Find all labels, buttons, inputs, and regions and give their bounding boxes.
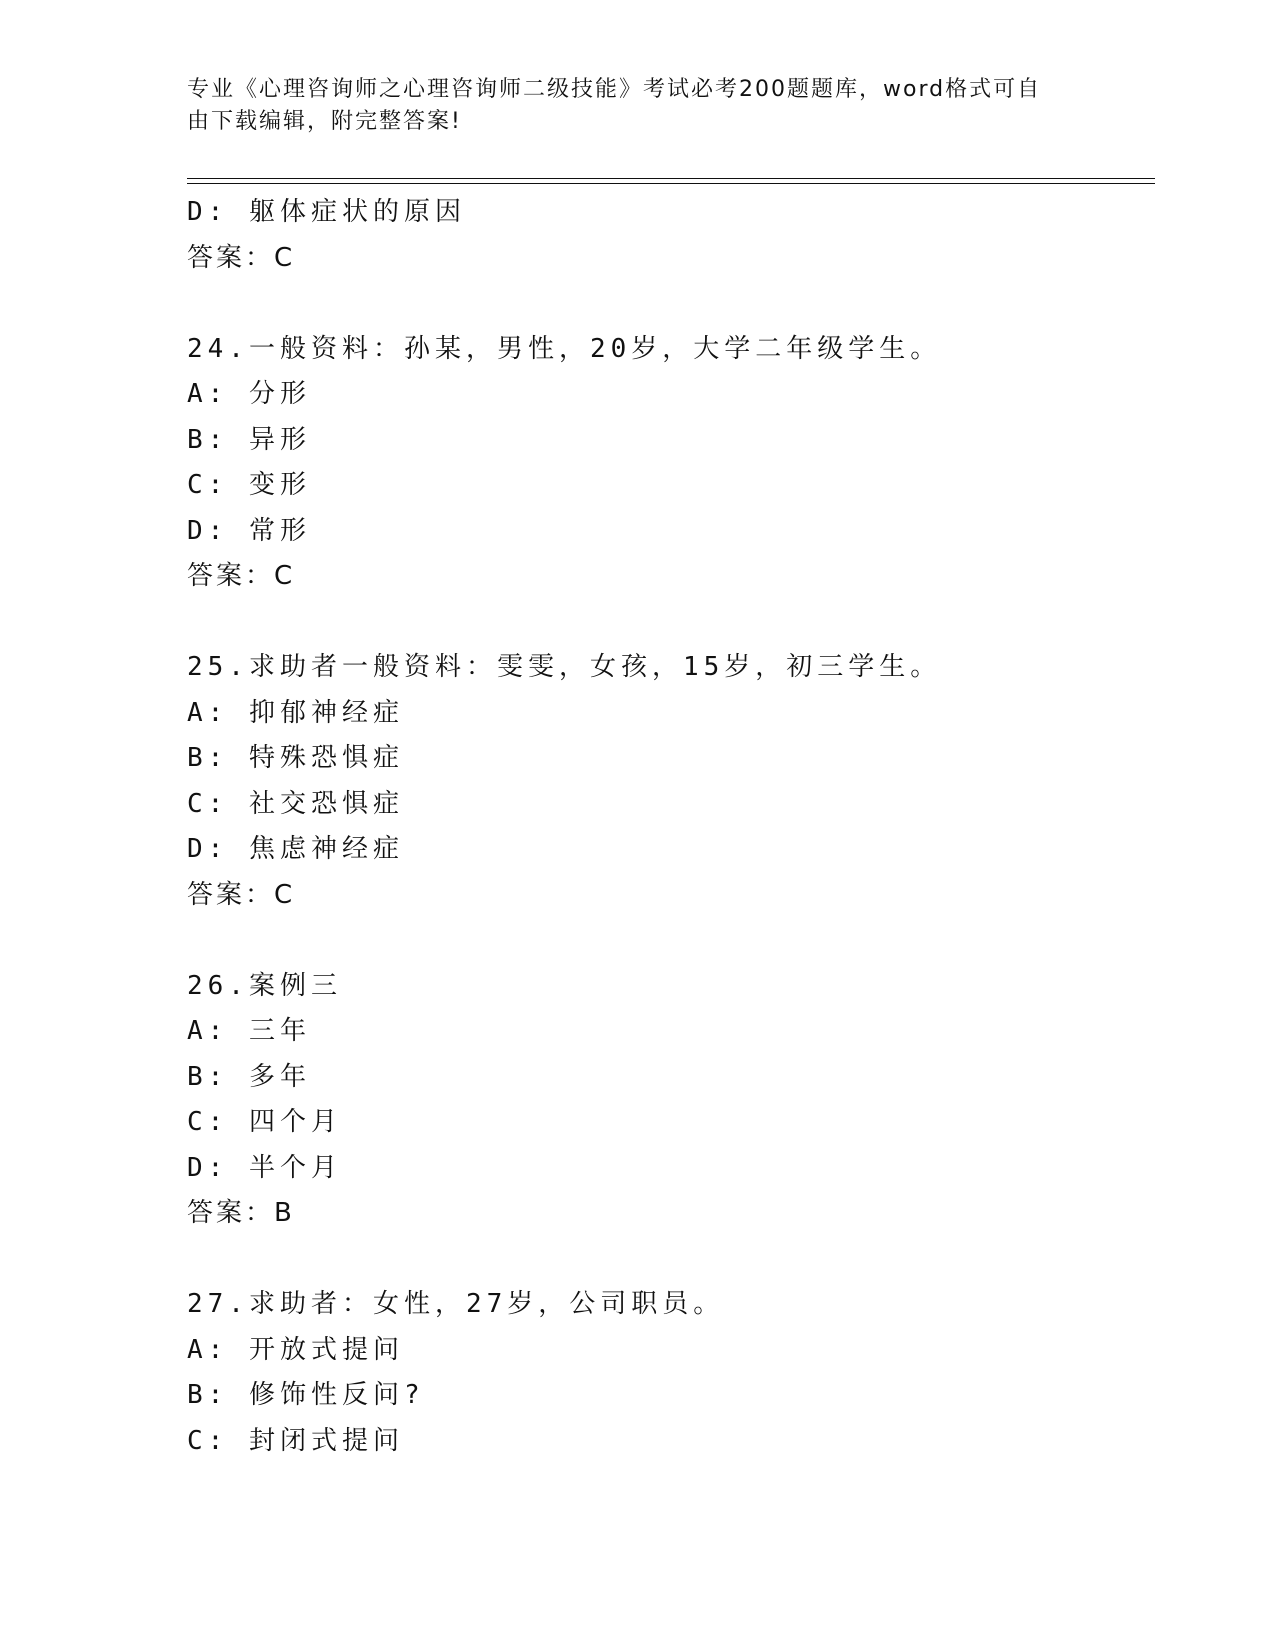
answer-line: 答案：C [187, 879, 296, 910]
document-header [187, 74, 1067, 138]
spacer [187, 918, 1147, 964]
option-b: B: 特殊恐惧症 [187, 743, 404, 773]
spacer [187, 281, 1147, 327]
question-title: 25.求助者一般资料：雯雯，女孩，15岁，初三学生。 [187, 652, 942, 682]
header-line-1: 专业《心理咨询师之心理咨询师二级技能》考试必考200题题库，word格式可自 [187, 77, 1042, 102]
question-list [187, 190, 1147, 1464]
option-c: C: 变形 [187, 470, 311, 500]
option-b: B: 多年 [187, 1061, 311, 1092]
option-d: D: 半个月 [187, 1152, 342, 1183]
option-c: C: 四个月 [187, 1107, 342, 1137]
question-title: 24.一般资料：孙某，男性，20岁，大学二年级学生。 [187, 333, 942, 364]
header-line-2: 由下载编辑，附完整答案! [187, 109, 462, 134]
header-divider-bottom [187, 183, 1155, 184]
option-a: A: 分形 [187, 379, 311, 409]
option-b: B: 异形 [187, 424, 311, 455]
option-a: A: 三年 [187, 1016, 311, 1046]
answer-line: 答案：C [187, 561, 296, 591]
option-d: D: 焦虑神经症 [187, 834, 404, 864]
header-divider-top [187, 178, 1155, 179]
option-b: B: 修饰性反问? [187, 1380, 425, 1410]
answer-line: 答案：C [187, 242, 296, 273]
option-c: C: 社交恐惧症 [187, 788, 404, 819]
option-a: A: 开放式提问 [187, 1334, 404, 1365]
option-a: A: 抑郁神经症 [187, 697, 404, 728]
option-d: D: 躯体症状的原因 [187, 197, 466, 227]
question-title: 26.案例三 [187, 970, 342, 1001]
spacer [187, 1237, 1147, 1283]
question-title: 27.求助者：女性，27岁，公司职员。 [187, 1289, 725, 1319]
option-c: C: 封闭式提问 [187, 1425, 404, 1456]
answer-line: 答案：B [187, 1198, 295, 1228]
option-d: D: 常形 [187, 515, 311, 546]
spacer [187, 600, 1147, 646]
